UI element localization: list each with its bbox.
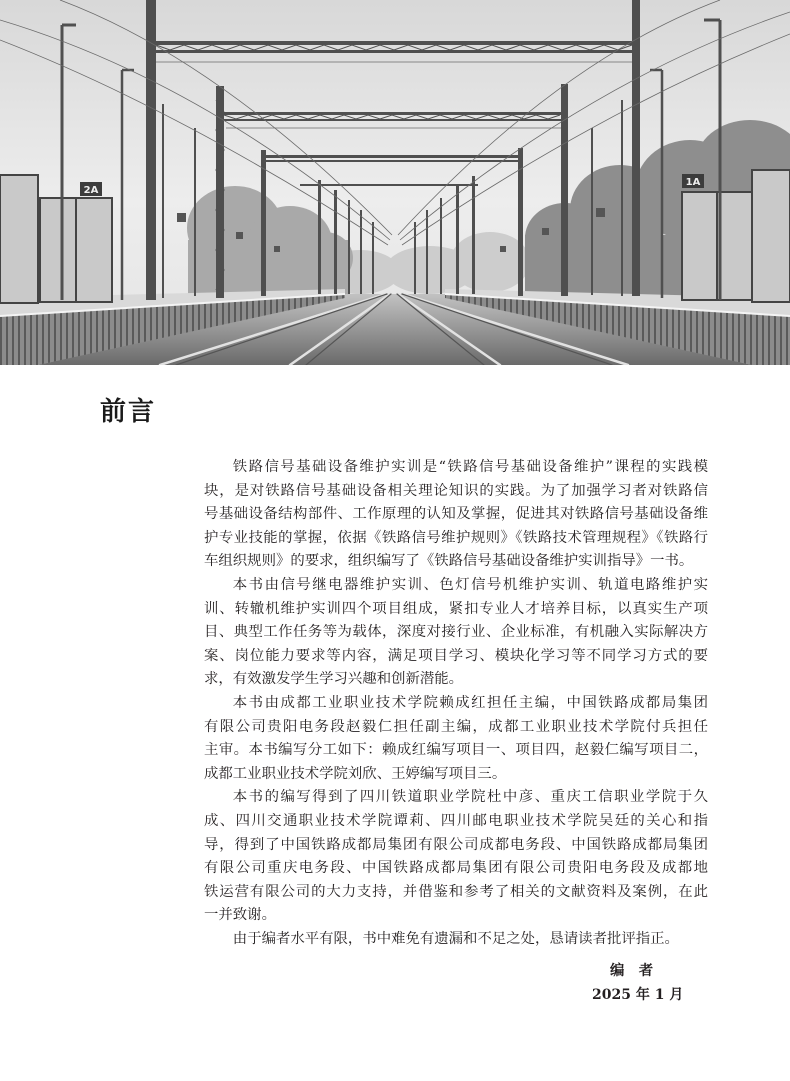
paragraph-4-line-3: 导，得到了中国铁路成都局集团有限公司成都电务段、中国铁路成都局集团: [204, 836, 708, 853]
signature-date: 2025 年 1 月: [592, 987, 684, 1003]
paragraph-1: [204, 456, 708, 574]
paragraph-1-line-3: 号基础设备结构部件、工作原理的认知及掌握，促进其对铁路信号基础设备维: [204, 506, 708, 523]
paragraph-2-line-1: 本书由信号继电器维护实训、色灯信号机维护实训、轨道电路维护实: [232, 576, 708, 593]
paragraph-4-line-5: 铁运营有限公司的大力支持，并借鉴和参考了相关的文献资料及案例，在此: [204, 883, 708, 900]
paragraph-3-line-2: 有限公司贵阳电务段赵毅仁担任副主编，成都工业职业技术学院付兵担任: [204, 718, 708, 735]
paragraph-3: [204, 692, 708, 786]
paragraph-4-line-1: 本书的编写得到了四川铁道职业学院杜中彦、重庆工信职业学院于久: [232, 789, 708, 806]
paragraph-2-line-2: 训、转辙机维护实训四个项目组成，紧扣专业人才培养目标，以真实生产项: [204, 600, 708, 617]
paragraph-1-line-4: 护专业技能的掌握，依据《铁路信号维护规则》《铁路技术管理规程》《铁路行: [204, 529, 708, 546]
paragraph-4-line-6: 一并致谢。: [204, 907, 276, 924]
paragraph-2: [204, 574, 708, 692]
paragraph-3-line-1: 本书由成都工业职业技术学院赖成红担任主编，中国铁路成都局集团: [232, 694, 708, 711]
paragraph-3-line-4: 成都工业职业技术学院刘欣、王婷编写项目三。: [204, 765, 507, 782]
platform-sign-right: [682, 174, 704, 188]
platform-sign-left: [80, 182, 102, 196]
paragraph-2-line-3: 目、典型工作任务等为载体，深度对接行业、企业标准，有机融入实际解决方: [204, 624, 708, 641]
sign-left-text: 2A: [83, 185, 99, 196]
paragraph-4-line-2: 成、四川交通职业技术学院谭莉、四川邮电职业技术学院吴廷的关心和指: [204, 812, 708, 829]
paragraph-5-line-1: 由于编者水平有限，书中难免有遗漏和不足之处，恳请读者批评指正。: [232, 930, 679, 947]
paragraph-1-line-2: 块，是对铁路信号基础设备相关理论知识的实践。为了加强学习者对铁路信: [204, 482, 708, 499]
signature-author: 编 者: [610, 962, 654, 979]
paragraph-1-line-5: 车组织规则》的要求，组织编写了《铁路信号基础设备维护实训指导》一书。: [204, 553, 694, 570]
paragraph-3-line-3: 主审。本书编写分工如下：赖成红编写项目一、项目四，赵毅仁编写项目二，: [204, 742, 708, 759]
paragraph-2-line-4: 案、岗位能力要求等内容，满足项目学习、模块化学习等不同学习方式的要: [204, 647, 708, 664]
paragraph-2-line-5: 求，有效激发学生学习兴趣和创新潜能。: [204, 671, 464, 688]
sign-right-text: 1A: [685, 177, 701, 188]
page-title: 前言: [100, 397, 157, 427]
paragraph-4-line-4: 有限公司重庆电务段、中国铁路成都局集团有限公司贵阳电务段及成都地: [204, 860, 708, 877]
railway-photo: [0, 0, 790, 365]
paragraph-5: [204, 928, 708, 952]
paragraph-4: [204, 786, 708, 928]
paragraph-1-line-1: 铁路信号基础设备维护实训是“铁路信号基础设备维护”课程的实践模: [232, 459, 708, 475]
preface-body: [204, 456, 708, 951]
